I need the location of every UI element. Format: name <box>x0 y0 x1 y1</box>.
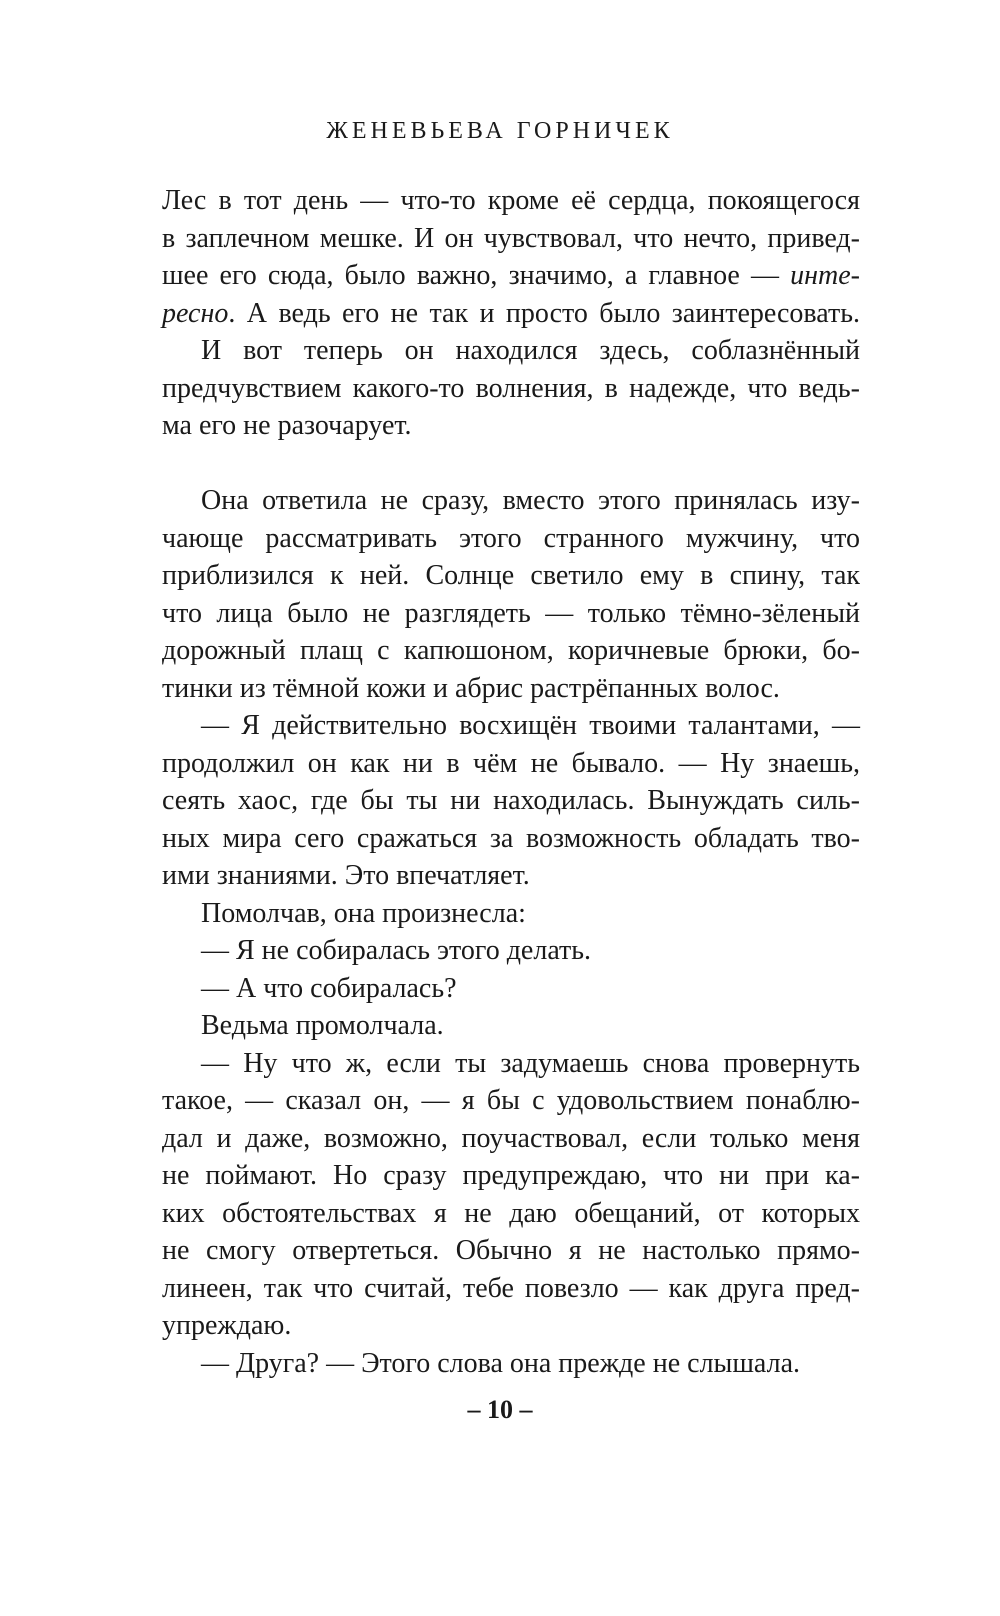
text-line: — Ну что ж, если ты задумаешь снова провернуть <box>201 1048 860 1079</box>
text-line: — А что собиралась? <box>201 973 457 1004</box>
text-line: ных мира сего сражаться за возможность обладать тво- <box>162 823 860 854</box>
text-line: Она ответила не сразу, вместо этого принялась изу- <box>201 485 860 516</box>
text-line: что лица было не разглядеть — только тёмно-зёленый <box>162 598 860 629</box>
page-number: – 10 – <box>467 1395 533 1424</box>
italic-emphasis: инте- <box>790 260 860 291</box>
text-line: — Я действительно восхищён твоими талантами, — <box>201 710 860 741</box>
text-line: сеять хаос, где бы ты ни находилась. Вынуждать силь- <box>162 785 860 816</box>
text-line: Ведьма промолчала. <box>201 1010 444 1041</box>
text-line: ма его не разочарует. <box>162 410 412 441</box>
text-line: не поймают. Но сразу предупреждаю, что ни при ка- <box>162 1160 860 1191</box>
text-line: — Друга? — Этого слова она прежде не слышала. <box>201 1348 800 1379</box>
text-line <box>162 295 860 333</box>
text-line: такое, — сказал он, — я бы с удовольствием понаблю- <box>162 1085 860 1116</box>
text-line: не смогу отвертеться. Обычно я не настолько прямо- <box>162 1235 860 1266</box>
text-line: дорожный плащ с капюшоном, коричневые брюки, бо- <box>162 635 860 666</box>
text-run: . А ведь его не так и просто было заинтересовать. <box>228 298 860 329</box>
text-line: И вот теперь он находился здесь, соблазнённый <box>201 335 860 366</box>
text-line: Помолчав, она произнесла: <box>201 898 526 929</box>
text-line: продолжил он как ни в чём не бывало. — Ну знаешь, <box>162 748 860 779</box>
text-line <box>162 257 860 295</box>
text-line: тинки из тёмной кожи и абрис растрёпанных волос. <box>162 673 780 704</box>
text-line: Лес в тот день — что-то кроме её сердца, покоящегося <box>162 185 860 216</box>
text-line: ких обстоятельствах я не даю обещаний, от которых <box>162 1198 860 1229</box>
text-line: чающе рассматривать этого странного мужчину, что <box>162 523 860 554</box>
text-line: ими знаниями. Это впечатляет. <box>162 860 530 891</box>
running-head: ЖЕНЕВЬЕВА ГОРНИЧЕК <box>326 118 674 144</box>
text-line: приблизился к ней. Солнце светило ему в спину, так <box>162 560 860 591</box>
text-line: линеен, так что считай, тебе повезло — как друга пред- <box>162 1273 860 1304</box>
text-line: в заплечном мешке. И он чувствовал, что нечто, привед- <box>162 223 860 254</box>
text-line: предчувствием какого-то волнения, в надежде, что ведь- <box>162 373 860 404</box>
text-line: — Я не собиралась этого делать. <box>201 935 592 966</box>
text-line: дал и даже, возможно, поучаствовал, если только меня <box>162 1123 860 1154</box>
text-run: шее его сюда, было важно, значимо, а главное — <box>162 260 791 291</box>
text-line: упреждаю. <box>162 1310 292 1341</box>
italic-emphasis: ресно <box>162 298 229 329</box>
